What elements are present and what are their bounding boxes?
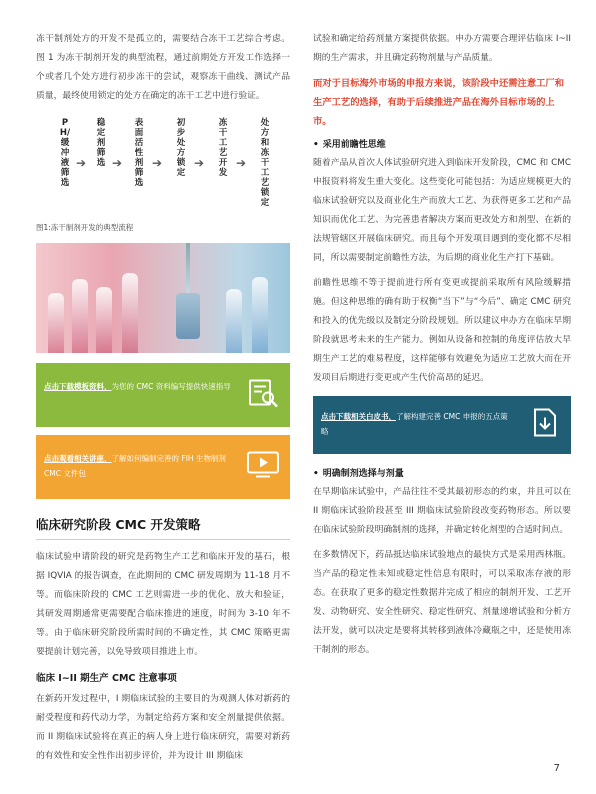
subsection-title: 临床 I~II 期生产 CMC 注意事项 [36,673,177,684]
video-play-icon [246,450,280,485]
flow-step-2: 稳定剂筛选 [96,118,106,168]
arrow-right-icon: ➔ [194,156,205,170]
bullet-dot-icon: • [313,140,319,150]
download-template-link[interactable]: 点击下载模板资料， [44,382,112,391]
document-search-icon [246,376,280,415]
bullet-heading-1: • 采用前瞻性思维 [313,140,386,150]
highlight-text: 而对于目标海外市场的申报方来说，该阶段中还需注意工厂和生产工艺的选择，有助于后续推进产品在海外目标市场的上市。 [313,78,565,127]
bullet-heading-2: • 明确制剂选择与剂量 [313,469,404,479]
flow-step-1: PH/缓冲液筛选 [59,118,71,188]
right-paragraph-3: 前瞻性思维不等于提前进行所有变更或提前采取所有风险缓解措施。但这种思维的确有助于权衡“当下”与“今后”、确定 CMC 研究和投入的优先级以及制定分阶段规划。所以建议申办方在临床早期阶段就思考未来的生产能力。例如从设备和控制的角度评估放大早期生产工艺的难易程度，这样能够有效避免为适应工艺放大而在开发项目后期进行变更或产生代价高昂的延迟。 [313,278,571,383]
subsection-paragraph: 在新药开发过程中，I 期临床试验的主要目的为观测人体对新药的耐受程度和药代动力学，为制定给药方案和安全剂量提供依据。而 II 期临床试验将在真正的病人身上进行临床研究，需要对新药的有效性和安全性作出初步评价，并为设计 III 期临床 [36,694,290,761]
section-title: 临床研究阶段 CMC 开发策略 [36,515,290,540]
arrow-right-icon: ➔ [112,156,123,170]
page-number: 7 [553,763,560,774]
intro-paragraph: 冻干制剂处方的开发不是孤立的，需要结合冻干工艺综合考虑。图 1 为冻干制剂开发的典型流程，通过前期处方开发工作选择一个或者几个处方进行初步冻干的尝试，观察冻干曲线、测试产品质量，最终使用锁定的处方在确定的冻干工艺中进行验证。 [36,34,290,101]
arrow-right-icon: ➔ [236,156,247,170]
flow-diagram [36,118,290,218]
flow-step-6: 处方和冻干工艺锁定 [260,118,270,208]
section-paragraph: 临床试验申请阶段的研究是药物生产工艺和临床开发的基石，根据 IQVIA 的报告调查，在此期间的 CMC 研发周期为 11-18 月不等。而临床阶段的 CMC 工艺则需进一步的优化、放大和验证，其研发周期通常更需要配合临床推进的速度，时间为 3-10 年不等。由于临床研究阶段所需时间的不确定性，其 CMC 策略更需要提前计划完善，以免导致项目推进上市。 [36,552,290,657]
download-whitepaper-banner[interactable] [313,396,571,454]
document-download-icon [531,407,561,444]
flow-step-5: 冻干工艺开发 [218,118,228,178]
flow-step-3: 表面活性剂筛选 [134,118,144,188]
watch-lecture-banner[interactable] [36,435,290,499]
banner-green-text: 为您的 CMC 资料编写提供快速指导 [111,382,231,391]
right-paragraph-2: 随着产品从首次人体试验研究进入到临床开发阶段，CMC 和 CMC 申报资料将发生重大变化。这些变化可能包括：为适应规模更大的临床试验研究以及商业化生产而放大工艺、为获得更多工艺和产品知识而优化工艺、为完善患者解决方案而更改处方和剂型、在新的法规管辖区开展临床研究。而且每个开发项目遇到的变化都不尽相同，所以需要制定前瞻性方法，为后期的商业化生产打下基础。 [313,158,571,263]
left-column [36,30,290,766]
right-paragraph-1: 试验和确定给药剂量方案提供依据。申办方需要合理评估临床 I~II 期的生产需求，并且确定药物剂量与产品质量。 [313,34,571,63]
vials-photo [36,243,290,353]
figure-caption: 图1:冻干制剂开发的典型流程 [36,223,134,232]
bullet-dot-icon: • [313,469,319,479]
flow-step-4: 初步处方锁定 [176,118,186,178]
download-whitepaper-link[interactable]: 点击下载相关白皮书， [321,412,396,421]
download-template-banner[interactable] [36,363,290,427]
right-column [313,30,571,660]
right-paragraph-4: 在早期临床试验中，产品往往不受其最初形态的约束，并且可以在 II 期临床试验阶段甚至 III 期临床试验阶段改变药物形态。所以要在临床试验阶段明确制剂的选择，并确定转化剂型的合适时间点。 [313,487,571,535]
arrow-right-icon: ➔ [152,156,163,170]
banner-teal-text: 了解构建完善 CMC 申报的五点策略 [321,412,508,436]
banner-orange-text: 了解如何编制完善的 FIH 生物制剂 CMC 文件包 [44,454,226,478]
right-paragraph-5: 在多数情况下，药品抵达临床试验地点的最快方式是采用西林瓶。当产品的稳定性未知或稳定性信息有限时，可以采取冻存液的形态。在获取了更多的稳定性数据并完成了相应的制剂开发、工艺开发、动物研究、安全性研究、稳定性研究、剂量递增试验和分析方法开发，就可以决定是要将其转移到液体冷藏瓶之中，还是使用冻干制剂的形态。 [313,550,571,655]
watch-lecture-link[interactable]: 点击观看相关讲座， [44,454,112,463]
arrow-right-icon: ➔ [76,156,87,170]
